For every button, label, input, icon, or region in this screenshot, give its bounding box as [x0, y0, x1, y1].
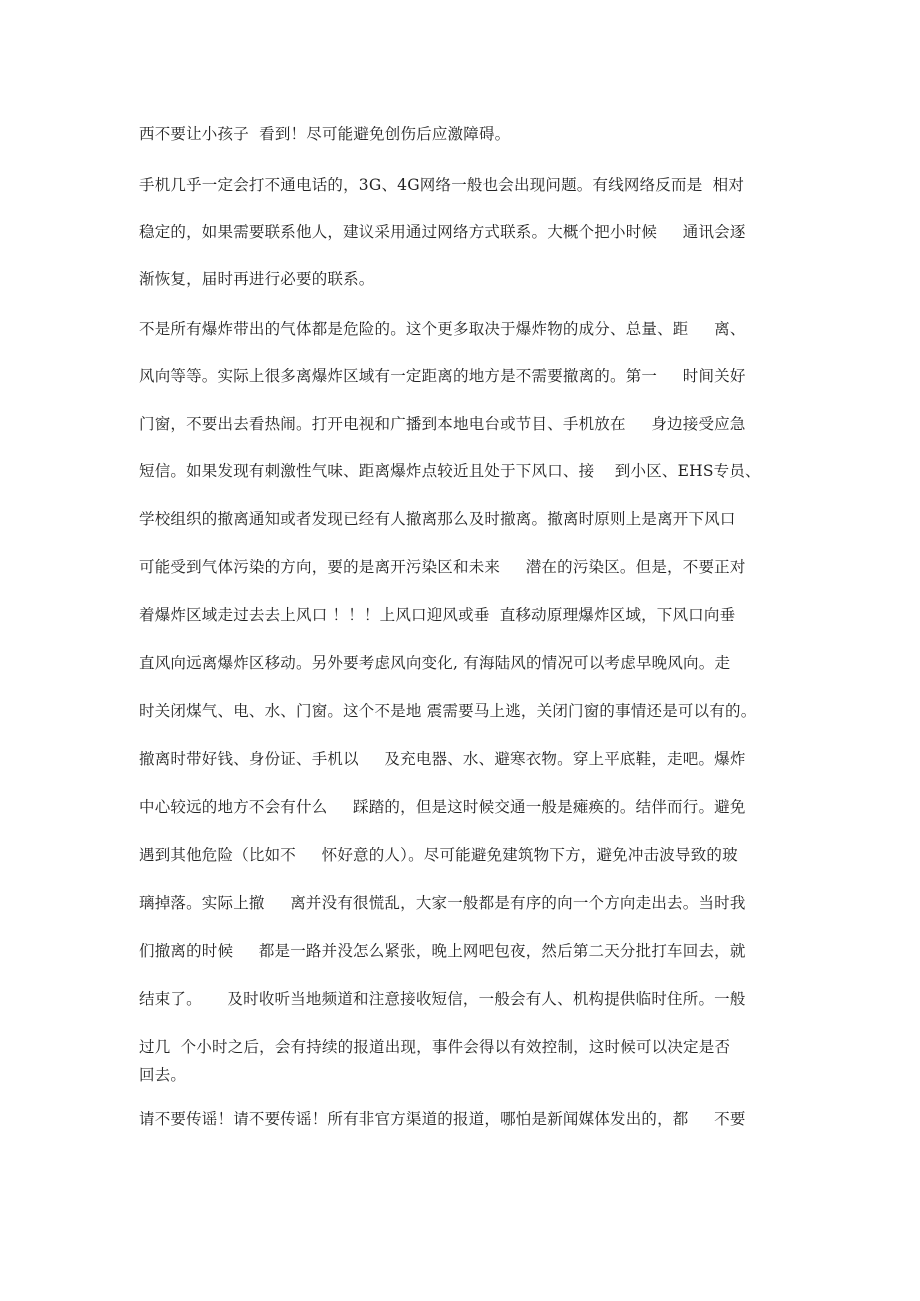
text-line-4: 渐恢复，届时再进行必要的联系。 [139, 270, 375, 288]
text-line-1: 西不要让小孩子 看到！尽可能避免创伤后应激障碍。 [139, 125, 511, 143]
text-line-21: 回去。 [139, 1066, 187, 1084]
text-line-15: 中心较远的地方不会有什么 踩踏的，但是这时候交通一般是瘫痪的。结伴而行。避免 [139, 798, 746, 816]
text-line-17: 璃掉落。实际上撤 离并没有很慌乱，大家一般都是有序的向一个方向走出去。当时我 [139, 894, 746, 912]
text-line-14: 撤离时带好钱、身份证、手机以 及充电器、水、避寒衣物。穿上平底鞋，走吧。爆炸 [139, 750, 746, 768]
text-line-18: 们撤离的时候 都是一路并没怎么紧张，晚上网吧包夜，然后第二天分批打车回去，就 [139, 942, 746, 960]
text-line-12: 直风向远离爆炸区移动。另外要考虑风向变化, 有海陆风的情况可以考虑早晚风向。走 [139, 654, 731, 672]
text-line-2: 手机几乎一定会打不通电话的，3G、4G网络一般也会出现问题。有线网络反而是 相对 [139, 176, 745, 194]
text-line-19: 结束了。 及时收听当地频道和注意接收短信，一般会有人、机构提供临时住所。一般 [139, 990, 746, 1008]
text-line-22: 请不要传谣！请不要传谣！所有非官方渠道的报道，哪怕是新闻媒体发出的，都 不要 [139, 1110, 746, 1128]
text-line-5: 不是所有爆炸带出的气体都是危险的。这个更多取决于爆炸物的成分、总量、距 离、 [139, 320, 746, 338]
text-line-16: 遇到其他危险（比如不 怀好意的人）。尽可能避免建筑物下方，避免冲击波导致的玻 [139, 846, 738, 864]
text-line-11: 着爆炸区域走过去去上风口 ！！！上风口迎风或垂 直移动原理爆炸区域，下风口向垂 [139, 606, 736, 624]
text-line-20: 过几 个小时之后，会有持续的报道出现，事件会得以有效控制，这时候可以决定是否 [139, 1038, 731, 1056]
text-line-6: 风向等等。实际上很多离爆炸区域有一定距离的地方是不需要撤离的。第一 时间关好 [139, 367, 746, 385]
text-line-13: 时关闭煤气、电、水、门窗。这个不是地 震需要马上逃，关闭门窗的事情还是可以有的。 [139, 702, 757, 720]
text-line-3: 稳定的，如果需要联系他人，建议采用通过网络方式联系。大概个把小时候 通讯会逐 [139, 223, 746, 241]
text-line-7: 门窗，不要出去看热闹。打开电视和广播到本地电台或节目、手机放在 身边接受应急 [139, 415, 746, 433]
text-line-8: 短信。如果发现有刺激性气味、距离爆炸点较近且处于下风口、接 到小区、EHS专员、 [139, 462, 761, 480]
text-line-9: 学校组织的撤离通知或者发现已经有人撤离那么及时撤离。撤离时原则上是离开下风口 [139, 510, 736, 528]
text-line-10: 可能受到气体污染的方向，要的是离开污染区和未来 潜在的污染区。但是，不要正对 [139, 558, 746, 576]
